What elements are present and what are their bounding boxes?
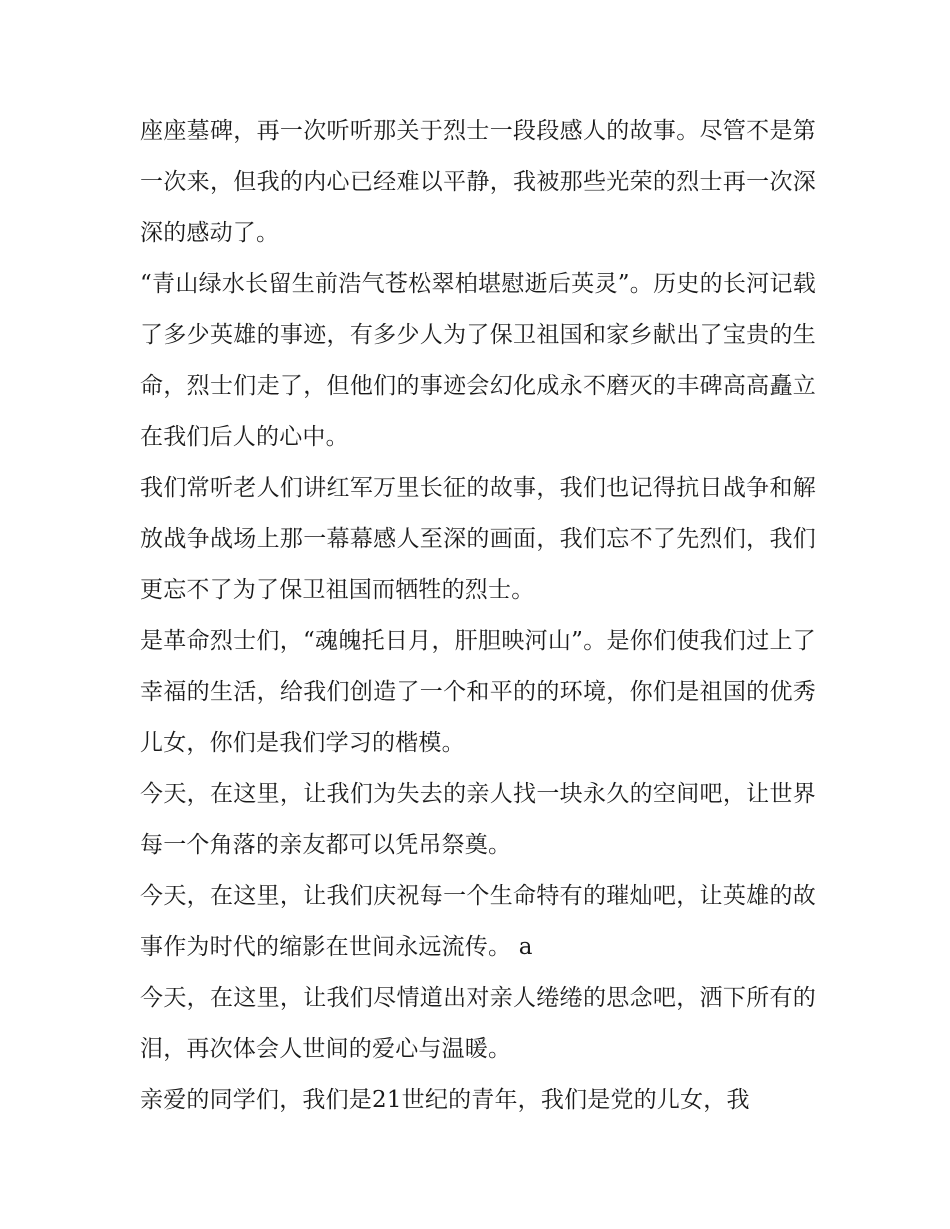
paragraph-7: 今天，在这里，让我们尽情道出对亲人绻绻的思念吧，洒下所有的泪，再次体会人世间的爱心与温暖。	[140, 985, 816, 1062]
body-text	[140, 106, 816, 1126]
paragraph-8: 亲爱的同学们，我们是21世纪的青年，我们是党的儿女，我	[140, 1087, 750, 1113]
paragraph-6: 今天，在这里，让我们庆祝每一个生命特有的璀灿吧，让英雄的故事作为时代的缩影在世间永远流传。 a	[140, 883, 816, 960]
paragraph-1: 座座墓碑，再一次听听那关于烈士一段段感人的故事。尽管不是第一次来，但我的内心已经难以平静，我被那些光荣的烈士再一次深深的感动了。	[140, 118, 816, 246]
paragraph-4: 是革命烈士们，“魂魄托日月，肝胆映河山”。是你们使我们过上了幸福的生活，给我们创造了一个和平的的环境，你们是祖国的优秀儿女，你们是我们学习的楷模。	[140, 628, 816, 756]
paragraph-2: “青山绿水长留生前浩气苍松翠柏堪慰逝后英灵”。历史的长河记载了多少英雄的事迹，有多少人为了保卫祖国和家乡献出了宝贵的生命，烈士们走了，但他们的事迹会幻化成永不磨灭的丰碑高高矗立在我们后人的心中。	[140, 271, 816, 450]
paragraph-3: 我们常听老人们讲红军万里长征的故事，我们也记得抗日战争和解放战争战场上那一幕幕感人至深的画面，我们忘不了先烈们，我们更忘不了为了保卫祖国而牺牲的烈士。	[140, 475, 816, 603]
paragraph-5: 今天，在这里，让我们为失去的亲人找一块永久的空间吧，让世界每一个角落的亲友都可以凭吊祭奠。	[140, 781, 816, 858]
